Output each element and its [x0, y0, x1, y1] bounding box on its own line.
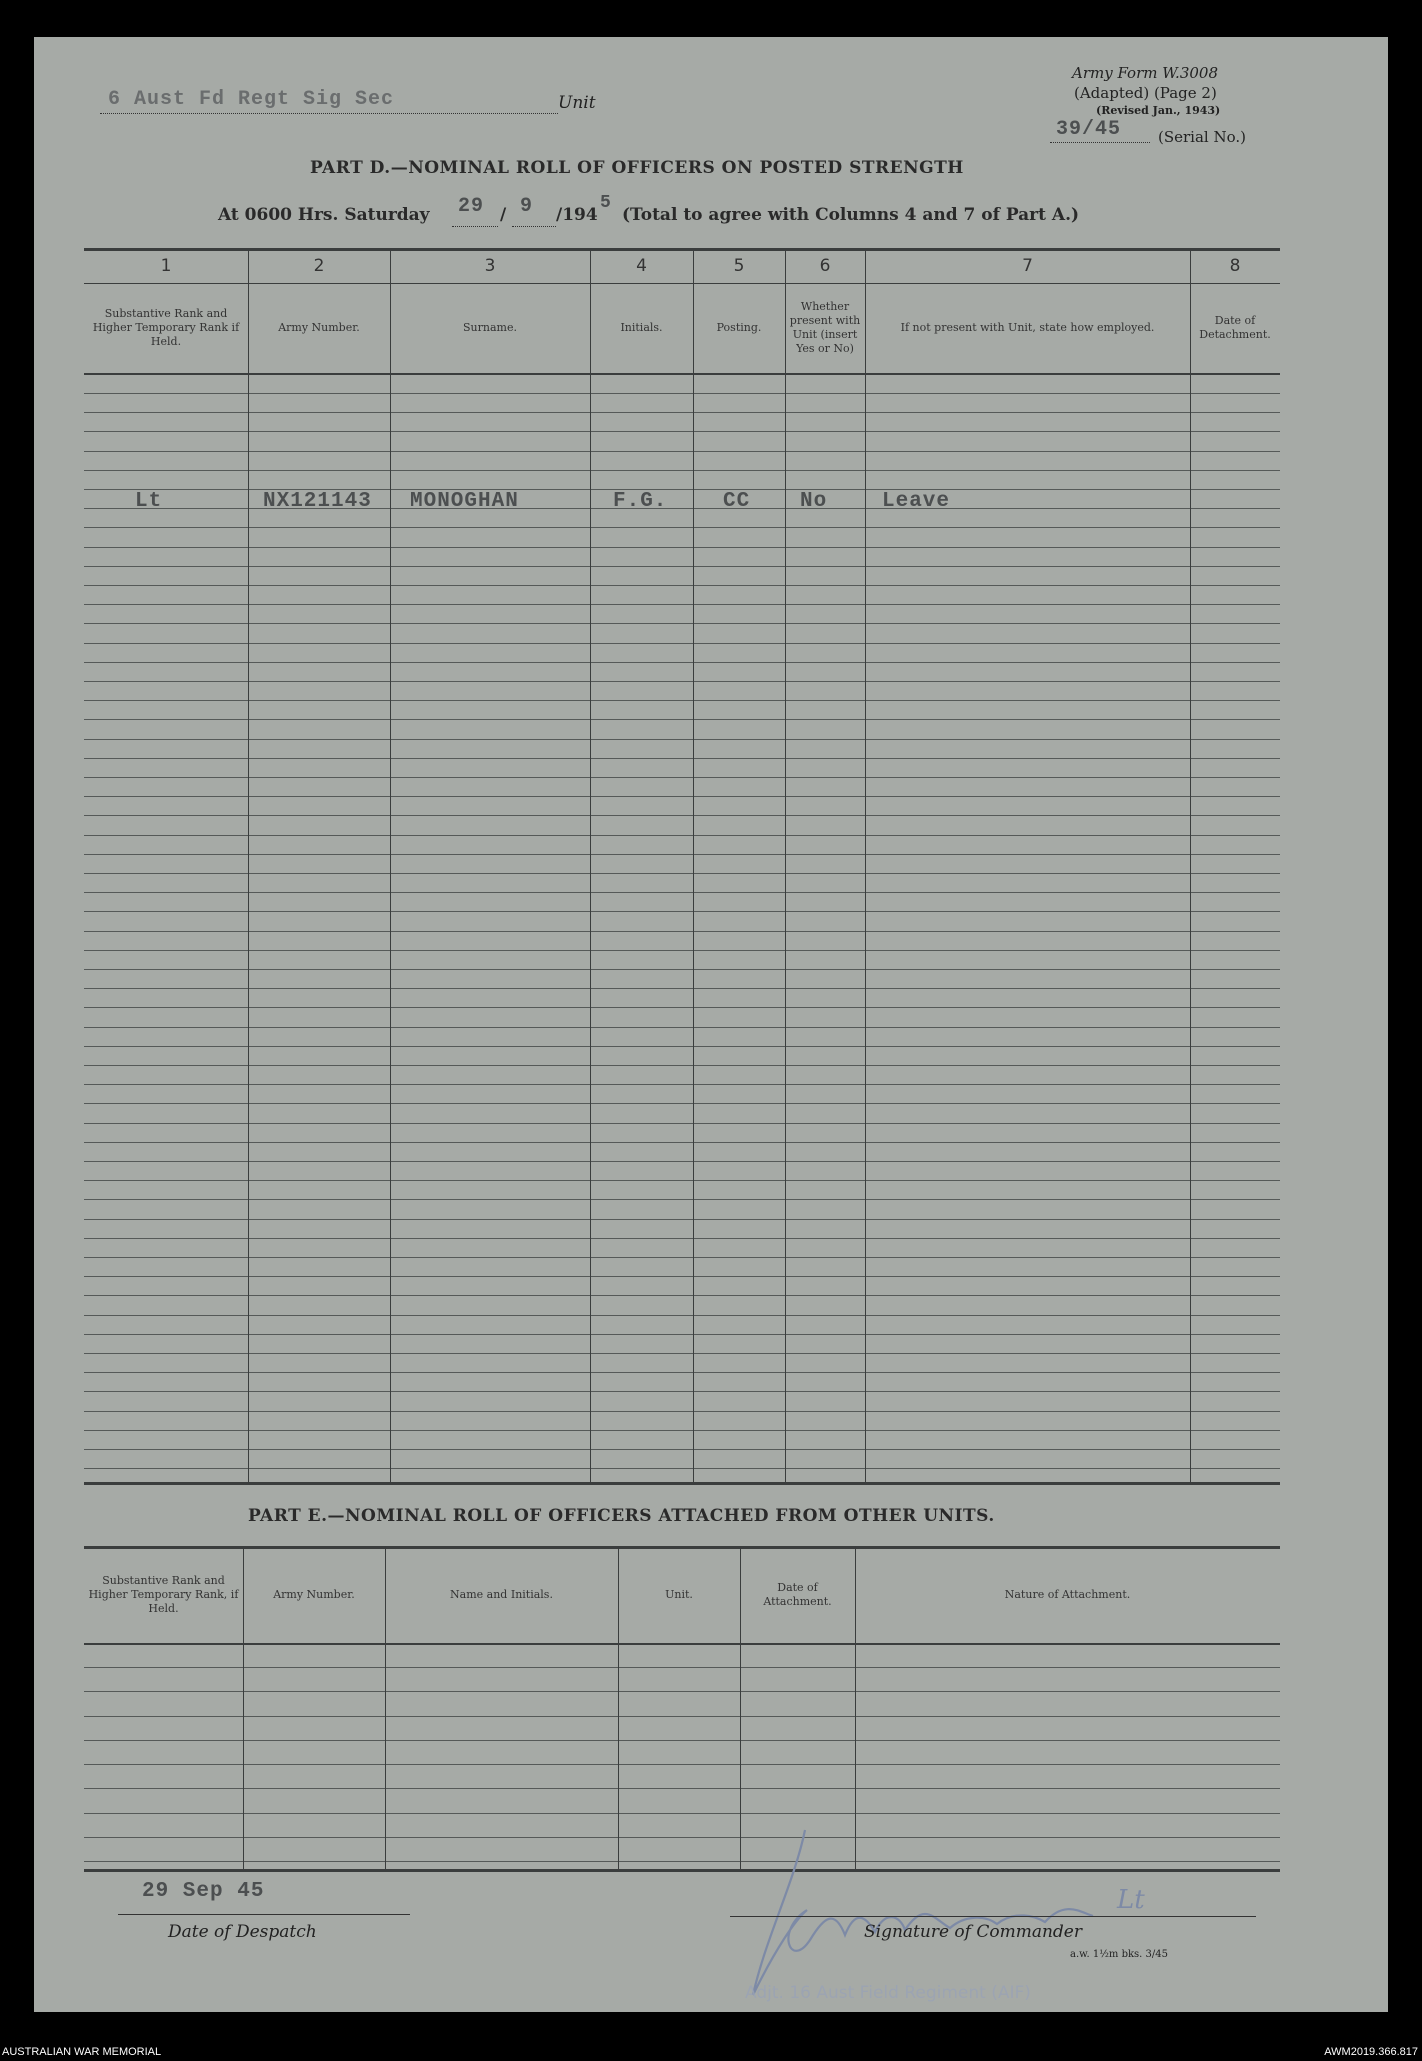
part-d-row-rule	[84, 1334, 1280, 1335]
part-d-col-header: Whether present with Unit (insert Yes or No)	[789, 300, 861, 355]
part-d-row-rule	[84, 451, 1280, 452]
entry-initials: F.G.	[613, 490, 668, 513]
part-d-col-divider	[248, 248, 249, 1482]
part-e-col-header: Army Number.	[273, 1587, 355, 1601]
part-d-row-rule	[84, 1468, 1280, 1469]
part-d-col-header: Initials.	[620, 321, 663, 334]
part-d-row-rule	[84, 988, 1280, 989]
part-d-row-rule	[84, 412, 1280, 413]
unit-value: 6 Aust Fd Regt Sig Sec	[108, 88, 395, 111]
part-d-col-number: 3	[484, 256, 496, 276]
part-d-row-rule	[84, 1046, 1280, 1047]
serial-label: (Serial No.)	[1158, 128, 1246, 146]
part-d-row-rule	[84, 585, 1280, 586]
part-d-row-rule	[84, 950, 1280, 951]
entry-surname: MONOGHAN	[410, 490, 519, 513]
part-d-row-rule	[84, 815, 1280, 816]
adjutant-stamp: Adjt. 16 Aust Field Regiment (AIF)	[745, 1983, 1031, 2003]
unit-label: Unit	[558, 93, 596, 113]
part-d-row-rule	[84, 1142, 1280, 1143]
part-e-row-rule	[84, 1667, 1280, 1668]
part-e-row-rule	[84, 1691, 1280, 1692]
part-d-row-rule	[84, 623, 1280, 624]
part-e-top-rule	[84, 1546, 1280, 1549]
part-d-row-rule	[84, 470, 1280, 471]
part-d-row-rule	[84, 969, 1280, 970]
footer-left: AUSTRALIAN WAR MEMORIAL	[2, 2046, 162, 2058]
part-d-col-header: Army Number.	[278, 321, 360, 334]
date-day-underline	[452, 226, 498, 227]
part-d-row-rule	[84, 1180, 1280, 1181]
part-d-top-rule	[84, 248, 1280, 251]
despatch-underline	[118, 1914, 410, 1915]
part-d-row-rule	[84, 777, 1280, 778]
part-d-title: PART D.—NOMINAL ROLL OF OFFICERS ON POSTED STRENGTH	[310, 158, 964, 178]
part-d-row-rule	[84, 681, 1280, 682]
entry-rank: Lt	[135, 490, 163, 513]
part-d-col-number: 4	[636, 256, 647, 276]
part-d-row-rule	[84, 547, 1280, 548]
entry-employed: Leave	[882, 490, 951, 513]
part-d-row-rule	[84, 1007, 1280, 1008]
form-adapted: (Adapted) (Page 2)	[1074, 84, 1217, 102]
part-d-row-rule	[84, 719, 1280, 720]
part-e-row-rule	[84, 1764, 1280, 1765]
part-e-col-header: Name and Initials.	[450, 1587, 553, 1601]
serial-value: 39/45	[1056, 118, 1122, 141]
part-d-row-rule	[84, 911, 1280, 912]
part-d-row-rule	[84, 662, 1280, 663]
part-d-row-rule	[84, 892, 1280, 893]
part-d-row-rule	[84, 1084, 1280, 1085]
part-d-row-rule	[84, 1430, 1280, 1431]
part-d-col-divider	[1190, 248, 1191, 1482]
part-d-col-number: 2	[313, 256, 325, 276]
entry-present: No	[800, 490, 828, 513]
part-e-col-header: Nature of Attachment.	[1004, 1587, 1131, 1601]
date-day: 29	[458, 195, 485, 218]
part-d-row-rule	[84, 1449, 1280, 1450]
part-d-row-rule	[84, 1065, 1280, 1066]
part-d-head-rule	[84, 373, 1280, 375]
despatch-label: Date of Despatch	[168, 1922, 317, 1942]
part-d-col-header: Posting.	[716, 321, 762, 334]
part-d-row-rule	[84, 835, 1280, 836]
form-revised: (Revised Jan., 1943)	[1096, 104, 1221, 117]
part-e-col-divider	[385, 1546, 386, 1869]
part-e-row-rule	[84, 1788, 1280, 1789]
date-month-underline	[512, 226, 556, 227]
part-d-num-rule	[84, 283, 1280, 284]
print-code: a.w. 1½m bks. 3/45	[1070, 1949, 1168, 1960]
part-d-col-number: 6	[819, 256, 831, 276]
part-d-col-header: Date of Detachment.	[1199, 314, 1271, 341]
part-d-row-rule	[84, 873, 1280, 874]
part-d-bottom-rule	[84, 1482, 1280, 1485]
footer-right: AWM2019.366.817	[1324, 2046, 1418, 2058]
part-e-col-divider	[243, 1546, 244, 1869]
part-d-row-rule	[84, 1219, 1280, 1220]
signature-underline	[730, 1916, 1256, 1917]
unit-underline	[100, 113, 558, 114]
part-d-row-rule	[84, 643, 1280, 644]
part-d-col-divider	[590, 248, 591, 1482]
part-d-row-rule	[84, 1257, 1280, 1258]
part-d-row-rule	[84, 700, 1280, 701]
part-d-row-rule	[84, 1238, 1280, 1239]
part-d-col-header: If not present with Unit, state how employed.	[900, 321, 1155, 334]
part-e-row-rule	[84, 1813, 1280, 1814]
despatch-date: 29 Sep 45	[142, 1880, 265, 1903]
part-e-title: PART E.—NOMINAL ROLL OF OFFICERS ATTACHED FROM OTHER UNITS.	[248, 1506, 995, 1526]
part-d-row-rule	[84, 1411, 1280, 1412]
part-d-row-rule	[84, 1391, 1280, 1392]
signature-scrawl: Lt	[1117, 1885, 1145, 1915]
serial-underline	[1050, 142, 1150, 143]
year-prefix: /194	[556, 205, 598, 225]
part-d-row-rule	[84, 739, 1280, 740]
part-d-row-rule	[84, 1199, 1280, 1200]
part-e-col-header: Date of Attachment.	[763, 1580, 832, 1608]
part-d-row-rule	[84, 931, 1280, 932]
part-e-head-rule	[84, 1643, 1280, 1645]
entry-posting: CC	[723, 490, 751, 513]
part-d-col-number: 1	[160, 256, 172, 276]
part-d-row-rule	[84, 604, 1280, 605]
part-e-col-divider	[618, 1546, 619, 1869]
part-d-row-rule	[84, 1353, 1280, 1354]
part-d-row-rule	[84, 1315, 1280, 1316]
year-digit: 5	[600, 193, 612, 213]
at-prefix: At 0600 Hrs. Saturday	[218, 205, 430, 225]
part-e-row-rule	[84, 1716, 1280, 1717]
part-d-row-rule	[84, 796, 1280, 797]
part-d-col-number: 7	[1022, 256, 1033, 276]
part-d-row-rule	[84, 1123, 1280, 1124]
part-d-row-rule	[84, 431, 1280, 432]
part-e-col-header: Unit.	[665, 1587, 693, 1601]
part-d-col-number: 5	[733, 256, 745, 276]
form-name: Army Form W.3008	[1072, 64, 1218, 82]
part-d-row-rule	[84, 854, 1280, 855]
part-d-col-divider	[390, 248, 391, 1482]
part-d-col-number: 8	[1229, 256, 1241, 276]
total-note: (Total to agree with Columns 4 and 7 of Part A.)	[622, 205, 1080, 225]
part-d-row-rule	[84, 1027, 1280, 1028]
part-d-row-rule	[84, 527, 1280, 528]
part-e-row-rule	[84, 1740, 1280, 1741]
part-d-col-header: Surname.	[463, 321, 517, 334]
part-d-row-rule	[84, 758, 1280, 759]
date-month: 9	[520, 195, 534, 218]
part-d-col-divider	[865, 248, 866, 1482]
part-e-col-header: Substantive Rank and Higher Temporary Rank, if Held.	[88, 1573, 239, 1615]
date-sep: /	[500, 205, 507, 225]
part-d-row-rule	[84, 566, 1280, 567]
part-d-row-rule	[84, 1372, 1280, 1373]
part-d-row-rule	[84, 1295, 1280, 1296]
part-d-row-rule	[84, 1103, 1280, 1104]
part-d-col-divider	[785, 248, 786, 1482]
commander-signature	[735, 1820, 1205, 2010]
entry-army-number: NX121143	[263, 490, 372, 513]
part-d-col-header: Substantive Rank and Higher Temporary Rank if Held.	[92, 307, 240, 348]
part-d-row-rule	[84, 1276, 1280, 1277]
part-d-row-rule	[84, 1161, 1280, 1162]
part-d-col-divider	[693, 248, 694, 1482]
part-d-row-rule	[84, 393, 1280, 394]
signature-label: Signature of Commander	[864, 1922, 1082, 1942]
